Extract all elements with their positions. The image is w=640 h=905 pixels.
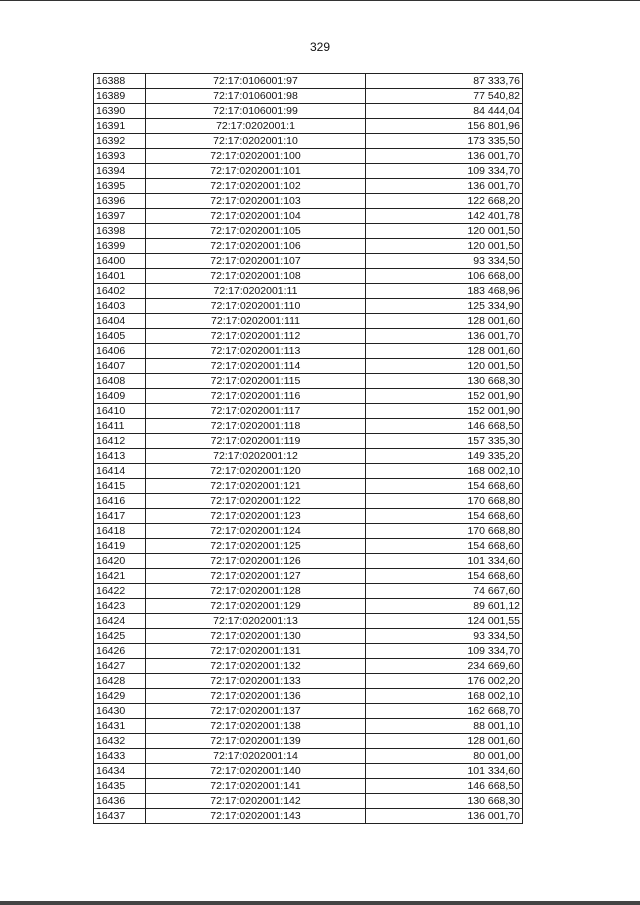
table-row xyxy=(94,149,523,164)
cadastral-number-cell: 72:17:0202001:112 xyxy=(146,329,366,344)
row-number-cell: 16413 xyxy=(94,449,146,464)
row-number-cell: 16391 xyxy=(94,119,146,134)
row-number-cell: 16399 xyxy=(94,239,146,254)
cadastral-number-cell: 72:17:0202001:108 xyxy=(146,269,366,284)
row-number-cell: 16434 xyxy=(94,764,146,779)
cadastral-value-cell: 106 668,00 xyxy=(366,269,523,284)
table-row xyxy=(94,719,523,734)
table-row xyxy=(94,299,523,314)
row-number-cell: 16398 xyxy=(94,224,146,239)
cadastral-value-cell: 109 334,70 xyxy=(366,644,523,659)
table-row xyxy=(94,464,523,479)
cadastral-number-cell: 72:17:0202001:124 xyxy=(146,524,366,539)
row-number-cell: 16403 xyxy=(94,299,146,314)
table-row xyxy=(94,629,523,644)
cadastral-number-cell: 72:17:0202001:140 xyxy=(146,764,366,779)
cadastral-number-cell: 72:17:0202001:119 xyxy=(146,434,366,449)
cadastral-value-cell: 173 335,50 xyxy=(366,134,523,149)
table-row xyxy=(94,239,523,254)
cadastral-number-cell: 72:17:0202001:136 xyxy=(146,689,366,704)
cadastral-number-cell: 72:17:0202001:123 xyxy=(146,509,366,524)
row-number-cell: 16393 xyxy=(94,149,146,164)
row-number-cell: 16397 xyxy=(94,209,146,224)
cadastral-number-cell: 72:17:0202001:110 xyxy=(146,299,366,314)
row-number-cell: 16426 xyxy=(94,644,146,659)
row-number-cell: 16436 xyxy=(94,794,146,809)
table-row xyxy=(94,404,523,419)
cadastral-value-cell: 109 334,70 xyxy=(366,164,523,179)
table-row xyxy=(94,584,523,599)
cadastral-value-cell: 162 668,70 xyxy=(366,704,523,719)
row-number-cell: 16417 xyxy=(94,509,146,524)
page-number: 329 xyxy=(309,40,331,54)
row-number-cell: 16425 xyxy=(94,629,146,644)
row-number-cell: 16409 xyxy=(94,389,146,404)
table-row xyxy=(94,164,523,179)
cadastral-value-cell: 87 333,76 xyxy=(366,74,523,89)
cadastral-value-cell: 80 001,00 xyxy=(366,749,523,764)
cadastral-number-cell: 72:17:0106001:97 xyxy=(146,74,366,89)
row-number-cell: 16430 xyxy=(94,704,146,719)
cadastral-number-cell: 72:17:0202001:127 xyxy=(146,569,366,584)
cadastral-number-cell: 72:17:0202001:117 xyxy=(146,404,366,419)
table-row xyxy=(94,509,523,524)
row-number-cell: 16416 xyxy=(94,494,146,509)
row-number-cell: 16390 xyxy=(94,104,146,119)
cadastral-value-cell: 170 668,80 xyxy=(366,494,523,509)
table-row xyxy=(94,614,523,629)
cadastral-number-cell: 72:17:0202001:10 xyxy=(146,134,366,149)
row-number-cell: 16411 xyxy=(94,419,146,434)
row-number-cell: 16415 xyxy=(94,479,146,494)
table-row xyxy=(94,74,523,89)
cadastral-value-cell: 136 001,70 xyxy=(366,179,523,194)
table-row xyxy=(94,494,523,509)
table-row xyxy=(94,809,523,824)
cadastral-value-cell: 146 668,50 xyxy=(366,779,523,794)
row-number-cell: 16424 xyxy=(94,614,146,629)
table-row xyxy=(94,209,523,224)
table-row xyxy=(94,554,523,569)
cadastral-value-cell: 146 668,50 xyxy=(366,419,523,434)
cadastral-value-cell: 122 668,20 xyxy=(366,194,523,209)
row-number-cell: 16396 xyxy=(94,194,146,209)
cadastral-number-cell: 72:17:0202001:107 xyxy=(146,254,366,269)
row-number-cell: 16401 xyxy=(94,269,146,284)
cadastral-value-cell: 136 001,70 xyxy=(366,329,523,344)
table-row xyxy=(94,479,523,494)
row-number-cell: 16431 xyxy=(94,719,146,734)
cadastral-value-cell: 136 001,70 xyxy=(366,809,523,824)
cadastral-number-cell: 72:17:0202001:13 xyxy=(146,614,366,629)
cadastral-value-cell: 154 668,60 xyxy=(366,539,523,554)
row-number-cell: 16404 xyxy=(94,314,146,329)
table-row xyxy=(94,104,523,119)
table-row xyxy=(94,764,523,779)
table-row xyxy=(94,419,523,434)
cadastral-value-cell: 89 601,12 xyxy=(366,599,523,614)
cadastral-number-cell: 72:17:0106001:99 xyxy=(146,104,366,119)
cadastral-value-cell: 168 002,10 xyxy=(366,464,523,479)
table-row xyxy=(94,179,523,194)
table-row xyxy=(94,449,523,464)
row-number-cell: 16406 xyxy=(94,344,146,359)
cadastral-value-cell: 154 668,60 xyxy=(366,509,523,524)
table-row xyxy=(94,389,523,404)
table-row xyxy=(94,539,523,554)
cadastral-value-cell: 154 668,60 xyxy=(366,479,523,494)
table-row xyxy=(94,434,523,449)
cadastral-number-cell: 72:17:0202001:130 xyxy=(146,629,366,644)
table-row xyxy=(94,734,523,749)
cadastral-number-cell: 72:17:0202001:14 xyxy=(146,749,366,764)
cadastral-value-cell: 93 334,50 xyxy=(366,629,523,644)
cadastral-value-cell: 128 001,60 xyxy=(366,344,523,359)
cadastral-value-cell: 149 335,20 xyxy=(366,449,523,464)
cadastral-value-table xyxy=(93,73,523,824)
row-number-cell: 16433 xyxy=(94,749,146,764)
cadastral-number-cell: 72:17:0202001:11 xyxy=(146,284,366,299)
cadastral-number-cell: 72:17:0202001:100 xyxy=(146,149,366,164)
cadastral-number-cell: 72:17:0202001:111 xyxy=(146,314,366,329)
row-number-cell: 16402 xyxy=(94,284,146,299)
cadastral-number-cell: 72:17:0202001:101 xyxy=(146,164,366,179)
cadastral-number-cell: 72:17:0202001:142 xyxy=(146,794,366,809)
table-row xyxy=(94,749,523,764)
row-number-cell: 16418 xyxy=(94,524,146,539)
row-number-cell: 16389 xyxy=(94,89,146,104)
cadastral-value-cell: 234 669,60 xyxy=(366,659,523,674)
cadastral-value-cell: 88 001,10 xyxy=(366,719,523,734)
table-row xyxy=(94,134,523,149)
row-number-cell: 16419 xyxy=(94,539,146,554)
table-row xyxy=(94,254,523,269)
table-row xyxy=(94,524,523,539)
table-row xyxy=(94,284,523,299)
cadastral-value-cell: 128 001,60 xyxy=(366,314,523,329)
cadastral-number-cell: 72:17:0202001:126 xyxy=(146,554,366,569)
cadastral-number-cell: 72:17:0202001:125 xyxy=(146,539,366,554)
cadastral-number-cell: 72:17:0202001:115 xyxy=(146,374,366,389)
table-row xyxy=(94,359,523,374)
row-number-cell: 16422 xyxy=(94,584,146,599)
cadastral-value-cell: 176 002,20 xyxy=(366,674,523,689)
cadastral-number-cell: 72:17:0202001:132 xyxy=(146,659,366,674)
cadastral-number-cell: 72:17:0202001:103 xyxy=(146,194,366,209)
cadastral-value-cell: 120 001,50 xyxy=(366,224,523,239)
row-number-cell: 16410 xyxy=(94,404,146,419)
row-number-cell: 16428 xyxy=(94,674,146,689)
table-row xyxy=(94,329,523,344)
row-number-cell: 16420 xyxy=(94,554,146,569)
cadastral-number-cell: 72:17:0202001:133 xyxy=(146,674,366,689)
row-number-cell: 16421 xyxy=(94,569,146,584)
cadastral-number-cell: 72:17:0202001:113 xyxy=(146,344,366,359)
cadastral-value-cell: 120 001,50 xyxy=(366,239,523,254)
table-row xyxy=(94,644,523,659)
table-row xyxy=(94,794,523,809)
cadastral-number-cell: 72:17:0202001:137 xyxy=(146,704,366,719)
row-number-cell: 16407 xyxy=(94,359,146,374)
cadastral-value-cell: 101 334,60 xyxy=(366,554,523,569)
cadastral-number-cell: 72:17:0202001:139 xyxy=(146,734,366,749)
row-number-cell: 16405 xyxy=(94,329,146,344)
cadastral-value-cell: 101 334,60 xyxy=(366,764,523,779)
table-row xyxy=(94,119,523,134)
cadastral-value-cell: 125 334,90 xyxy=(366,299,523,314)
cadastral-value-cell: 130 668,30 xyxy=(366,794,523,809)
table-row xyxy=(94,569,523,584)
row-number-cell: 16408 xyxy=(94,374,146,389)
cadastral-number-cell: 72:17:0202001:114 xyxy=(146,359,366,374)
cadastral-value-cell: 152 001,90 xyxy=(366,404,523,419)
cadastral-number-cell: 72:17:0202001:138 xyxy=(146,719,366,734)
cadastral-number-cell: 72:17:0202001:105 xyxy=(146,224,366,239)
scan-edge-bottom xyxy=(0,901,640,905)
cadastral-number-cell: 72:17:0202001:120 xyxy=(146,464,366,479)
cadastral-number-cell: 72:17:0202001:141 xyxy=(146,779,366,794)
cadastral-value-cell: 156 801,96 xyxy=(366,119,523,134)
row-number-cell: 16412 xyxy=(94,434,146,449)
cadastral-number-cell: 72:17:0202001:12 xyxy=(146,449,366,464)
table-row xyxy=(94,194,523,209)
table-row xyxy=(94,674,523,689)
cadastral-value-cell: 136 001,70 xyxy=(366,149,523,164)
row-number-cell: 16423 xyxy=(94,599,146,614)
row-number-cell: 16435 xyxy=(94,779,146,794)
table-row xyxy=(94,689,523,704)
cadastral-value-cell: 77 540,82 xyxy=(366,89,523,104)
table-row xyxy=(94,89,523,104)
cadastral-number-cell: 72:17:0202001:116 xyxy=(146,389,366,404)
row-number-cell: 16395 xyxy=(94,179,146,194)
cadastral-number-cell: 72:17:0202001:1 xyxy=(146,119,366,134)
row-number-cell: 16427 xyxy=(94,659,146,674)
cadastral-number-cell: 72:17:0202001:118 xyxy=(146,419,366,434)
table-row xyxy=(94,224,523,239)
cadastral-number-cell: 72:17:0202001:129 xyxy=(146,599,366,614)
row-number-cell: 16400 xyxy=(94,254,146,269)
row-number-cell: 16392 xyxy=(94,134,146,149)
cadastral-number-cell: 72:17:0202001:104 xyxy=(146,209,366,224)
cadastral-value-cell: 124 001,55 xyxy=(366,614,523,629)
cadastral-value-cell: 128 001,60 xyxy=(366,734,523,749)
row-number-cell: 16437 xyxy=(94,809,146,824)
table-row xyxy=(94,374,523,389)
cadastral-value-cell: 154 668,60 xyxy=(366,569,523,584)
cadastral-value-cell: 152 001,90 xyxy=(366,389,523,404)
cadastral-value-cell: 120 001,50 xyxy=(366,359,523,374)
table-row xyxy=(94,779,523,794)
row-number-cell: 16432 xyxy=(94,734,146,749)
row-number-cell: 16394 xyxy=(94,164,146,179)
cadastral-value-cell: 183 468,96 xyxy=(366,284,523,299)
row-number-cell: 16414 xyxy=(94,464,146,479)
table-row xyxy=(94,659,523,674)
cadastral-number-cell: 72:17:0106001:98 xyxy=(146,89,366,104)
scan-edge-top xyxy=(0,0,640,1)
cadastral-number-cell: 72:17:0202001:106 xyxy=(146,239,366,254)
cadastral-number-cell: 72:17:0202001:128 xyxy=(146,584,366,599)
cadastral-number-cell: 72:17:0202001:131 xyxy=(146,644,366,659)
cadastral-value-cell: 170 668,80 xyxy=(366,524,523,539)
cadastral-value-cell: 93 334,50 xyxy=(366,254,523,269)
cadastral-number-cell: 72:17:0202001:121 xyxy=(146,479,366,494)
cadastral-number-cell: 72:17:0202001:122 xyxy=(146,494,366,509)
cadastral-value-cell: 142 401,78 xyxy=(366,209,523,224)
cadastral-value-cell: 168 002,10 xyxy=(366,689,523,704)
table-body xyxy=(94,74,523,824)
table-row xyxy=(94,314,523,329)
table-row xyxy=(94,599,523,614)
cadastral-value-cell: 130 668,30 xyxy=(366,374,523,389)
cadastral-value-cell: 84 444,04 xyxy=(366,104,523,119)
cadastral-value-cell: 74 667,60 xyxy=(366,584,523,599)
table-row xyxy=(94,704,523,719)
cadastral-number-cell: 72:17:0202001:102 xyxy=(146,179,366,194)
cadastral-number-cell: 72:17:0202001:143 xyxy=(146,809,366,824)
cadastral-value-cell: 157 335,30 xyxy=(366,434,523,449)
table-row xyxy=(94,269,523,284)
row-number-cell: 16388 xyxy=(94,74,146,89)
row-number-cell: 16429 xyxy=(94,689,146,704)
table-row xyxy=(94,344,523,359)
